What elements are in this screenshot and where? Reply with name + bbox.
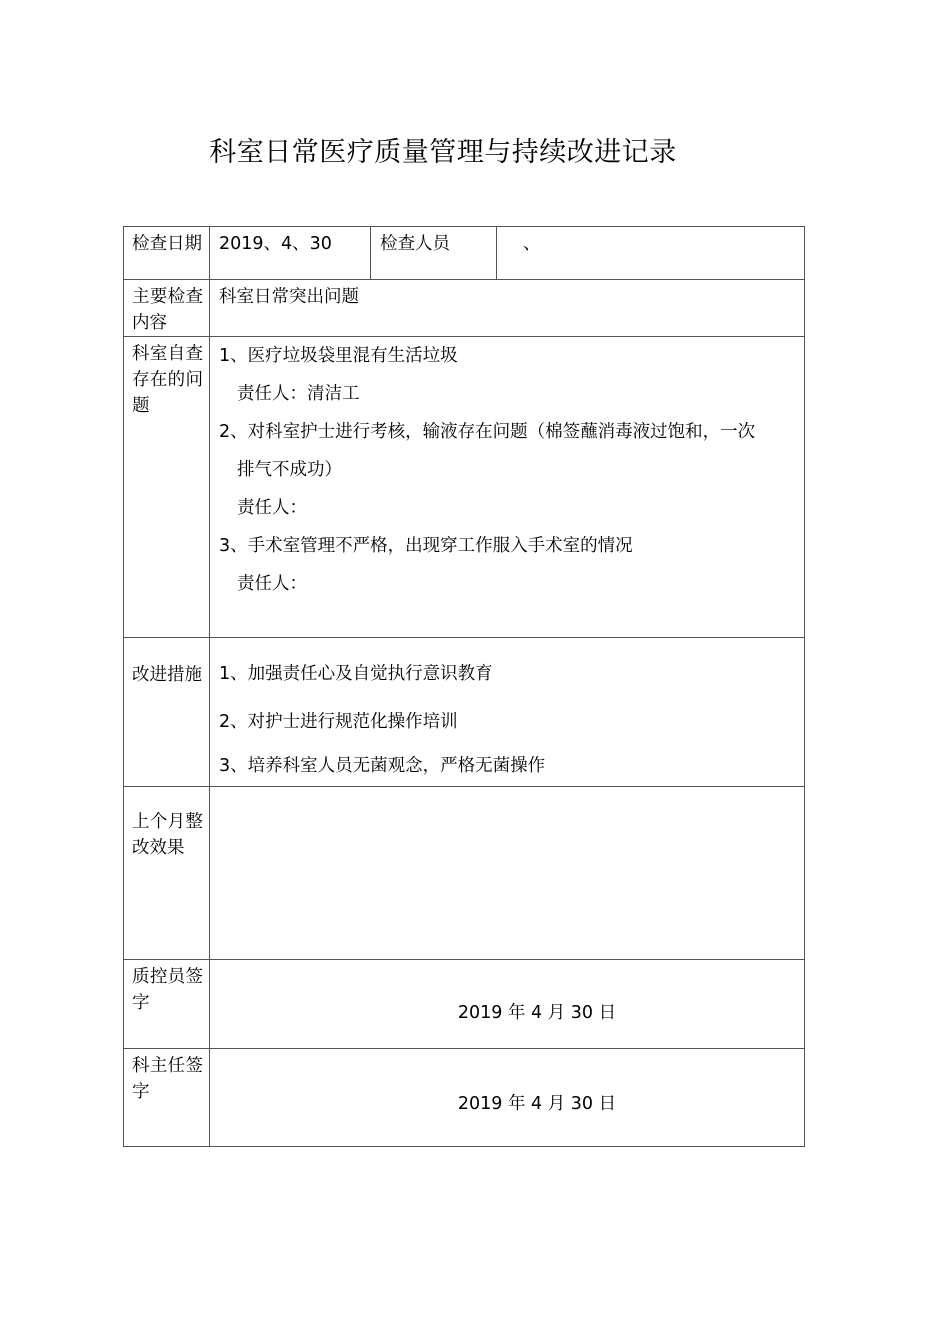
row-main-content — [124, 280, 805, 337]
label-cell — [124, 227, 210, 280]
last-month-value — [210, 787, 804, 791]
row-improvement-measures — [124, 638, 805, 787]
row-last-month-effect — [124, 787, 805, 960]
measure-item: 3、培养科室人员无菌观念，严格无菌操作 — [219, 756, 546, 776]
director-signature-label: 科主任签字 — [132, 1056, 203, 1102]
row-inspection-date — [124, 227, 805, 280]
row-director-signature — [124, 1049, 805, 1147]
issue-responsible: 责任人： — [237, 498, 307, 518]
issue-line: 排气不成功） — [237, 460, 342, 480]
measures-list — [210, 638, 804, 786]
main-content-label: 主要检查内容 — [132, 287, 203, 333]
label-cell — [124, 787, 210, 960]
director-signature-cell — [210, 1049, 805, 1147]
label-cell — [124, 960, 210, 1049]
issue-responsible: 责任人： — [237, 574, 307, 594]
row-qc-signature — [124, 960, 805, 1049]
issue-line: 2、对科室护士进行考核，输液存在问题（棉签蘸消毒液过饱和，一次 — [219, 422, 756, 442]
qc-signature-cell — [210, 960, 805, 1049]
measure-item: 2、对护士进行规范化操作培训 — [219, 712, 458, 732]
last-month-cell — [210, 787, 805, 960]
label-cell — [124, 337, 210, 638]
issue-line: 3、手术室管理不严格，出现穿工作服入手术室的情况 — [219, 536, 633, 556]
value-cell — [210, 227, 371, 280]
director-signature-date: 2019 年 4 月 30 日 — [457, 1094, 617, 1114]
document-title: 科室日常医疗质量管理与持续改进记录 — [209, 137, 677, 168]
label-cell — [124, 1049, 210, 1147]
measure-item: 1、加强责任心及自觉执行意识教育 — [219, 664, 493, 684]
inspection-date-value: 2019、4、30 — [219, 234, 332, 254]
row-self-check-issues — [124, 337, 805, 638]
value-cell — [210, 280, 805, 337]
label-cell — [124, 638, 210, 787]
record-table — [123, 226, 805, 1147]
qc-signature-date: 2019 年 4 月 30 日 — [457, 1003, 617, 1023]
issues-label: 科室自查存在的问题 — [132, 344, 203, 416]
measures-label: 改进措施 — [132, 665, 202, 685]
qc-signature-label: 质控员签字 — [132, 967, 203, 1013]
label-cell — [371, 227, 497, 280]
last-month-label: 上个月整改效果 — [132, 812, 203, 858]
value-cell — [497, 227, 805, 280]
issue-responsible: 责任人：清洁工 — [237, 384, 360, 404]
inspector-value: 、 — [523, 234, 541, 254]
issue-line: 1、医疗垃圾袋里混有生活垃圾 — [219, 346, 458, 366]
issues-cell — [210, 337, 805, 638]
label-cell — [124, 280, 210, 337]
issues-list — [210, 337, 804, 603]
inspector-label: 检查人员 — [380, 234, 450, 254]
measures-cell — [210, 638, 805, 787]
inspection-date-label: 检查日期 — [132, 234, 202, 254]
main-content-value: 科室日常突出问题 — [219, 287, 359, 307]
